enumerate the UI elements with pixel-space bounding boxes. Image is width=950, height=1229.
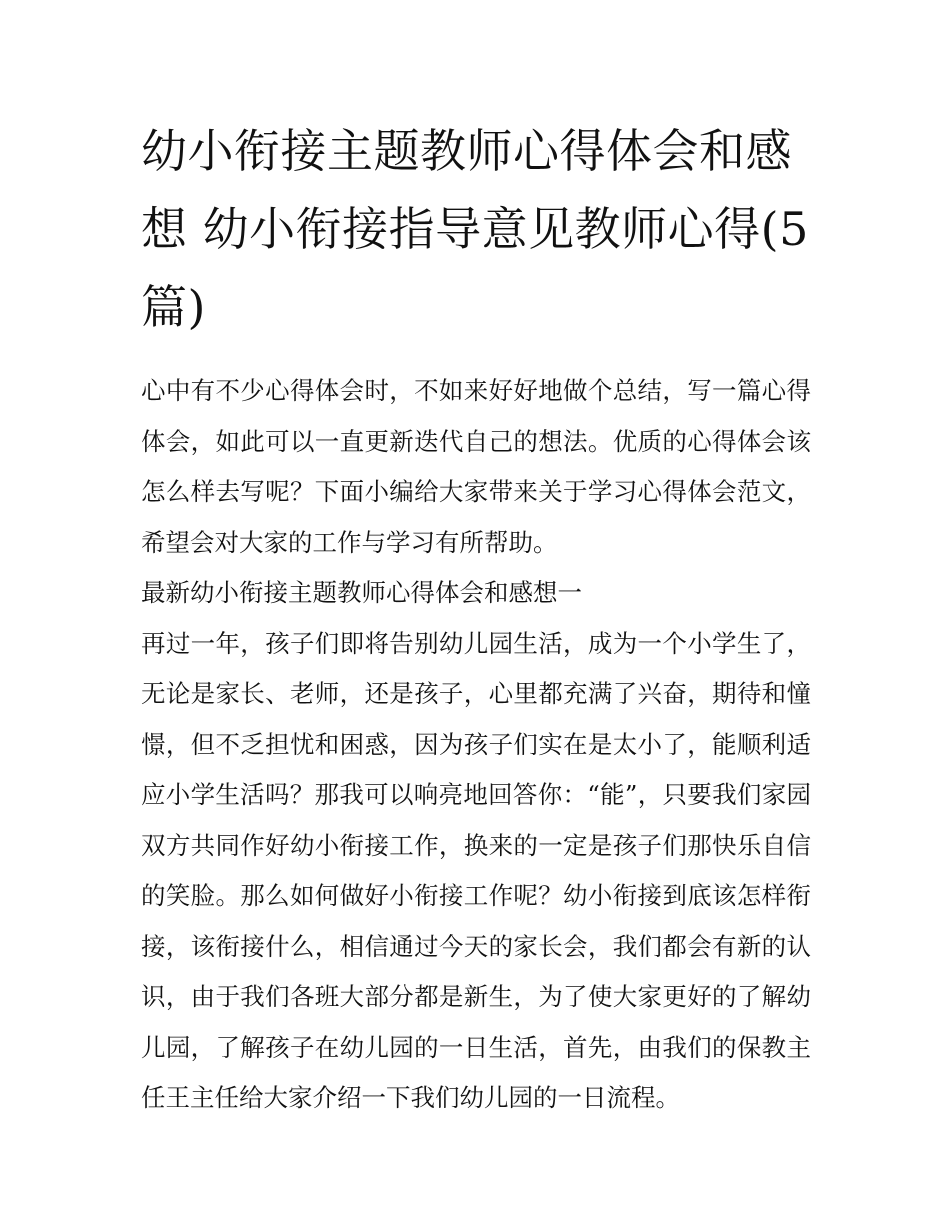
body-paragraph: 再过一年，孩子们即将告别幼儿园生活，成为一个小学生了，无论是家长、老师，还是孩子，心里都充满了兴奋，期待和憧憬，但不乏担忧和困惑，因为孩子们实在是太小了，能顺利适应小学生活吗？那我可以响亮地回答你：“能”，只要我们家园双方共同作好幼小衔接工作，换来的一定是孩子们那快乐自信的笑脸。那么如何做好小衔接工作呢？幼小衔接到底该怎样衔接，该衔接什么，相信通过今天的家长会，我们都会有新的认识，由于我们各班大部分都是新生，为了使大家更好的了解幼儿园，了解孩子在幼儿园的一日生活，首先，由我们的保教主任王主任给大家介绍一下我们幼儿园的一日流程。 (141, 628, 811, 1112)
document-body (141, 366, 811, 1124)
section-heading: 最新幼小衔接主题教师心得体会和感想一 (141, 578, 582, 607)
intro-paragraph: 心中有不少心得体会时，不如来好好地做个总结，写一篇心得体会，如此可以一直更新迭代自己的想法。优质的心得体会该怎么样去写呢？下面小编给大家带来关于学习心得体会范文，希望会对大家的工作与学习有所帮助。 (141, 376, 811, 557)
document-title: 幼小衔接主题教师心得体会和感想 幼小衔接指导意见教师心得(5篇) (141, 124, 809, 334)
document-page (141, 112, 811, 1124)
